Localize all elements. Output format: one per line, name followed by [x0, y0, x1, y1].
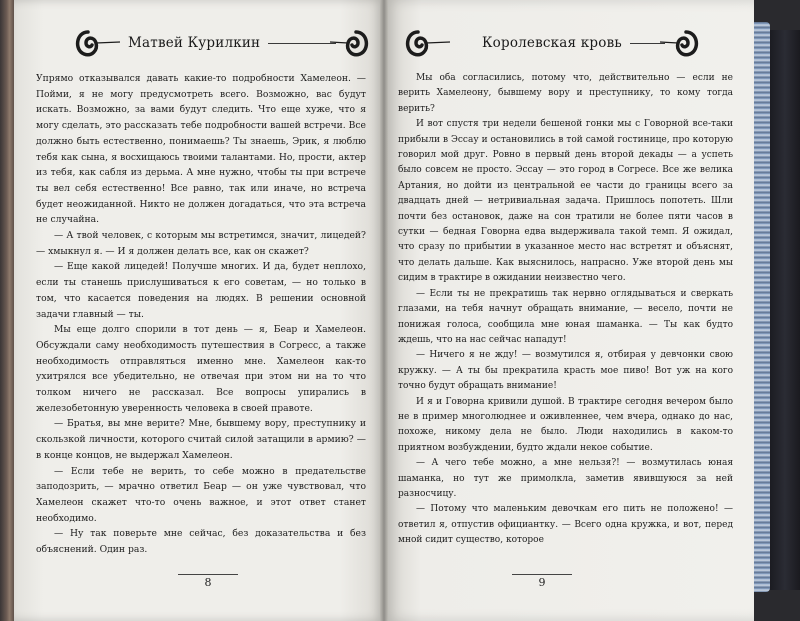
- left-head-ornament-right-icon: [330, 26, 374, 60]
- left-head-rule: [268, 43, 336, 44]
- right-folio-rule: [512, 574, 572, 575]
- paragraph: — Если ты не прекратишь так нервно оглядываться и сверкать глазами, на тебя начнут обращать внимание, — весело, почти не понижая голоса, сообщила мне юная шаманка. — Ты как будто ждешь, что на нас сейчас нападут!: [398, 288, 733, 345]
- paragraph: Мы оба согласились, потому что, действительно — если не верить Хамелеону, бывшему вору и преступнику, то кому тогда верить?: [398, 73, 733, 114]
- left-running-head-title: Матвей Курилкин: [128, 35, 261, 51]
- book-cover-right: [770, 30, 800, 590]
- paragraph: — Ничего я не жду! — возмутился я, отбирая у девчонки свою кружку. — А ты бы прекратила красть мое пиво! Вот уж на кого точно будут обращать внимание!: [398, 350, 733, 392]
- paragraph: — Потому что маленьким девочкам его пить не положено! — ответил я, отпустив официантку. — Всего одна кружка, и вот, перед мной сидит существо, которое: [398, 504, 733, 546]
- left-page-text: [36, 71, 366, 558]
- left-running-head: [70, 30, 370, 56]
- paragraph: Упрямо отказывался давать какие-то подробности Хамелеон. — Пойми, я не могу предусмотреть всего. Возможно, вас будут искать. Возможно, за вами будут следить. Что еще хуже, что я могу сделать, это рассказать тебе подробности вашей встречи. Все должно быть естественно, понимаешь? Ты знаешь, Эрик, я люблю тебя как сына, я восхищаюсь твоими талантами. Но, прости, актер из тебя, как сабля из дерьма. А мне нужно, чтобы ты при встрече ты вел себя естественно! Все равно, так или иначе, но встреча будет неожиданной. Никто не должен догадаться, что эта встреча не случайна.: [36, 73, 366, 226]
- right-page-number: 9: [538, 576, 546, 589]
- left-page-number: 8: [204, 576, 212, 589]
- paragraph: — Братья, вы мне верите? Мне, бывшему вору, преступнику и скользкой личности, которого считай силой затащили в армию? — в конце концов, не выдержал Хамелеон.: [36, 418, 366, 461]
- left-folio-rule: [178, 574, 238, 575]
- book-gutter: [380, 0, 388, 621]
- paragraph: — Если тебе не верить, то себе можно в предательстве заподозрить, — мрачно ответил Беар — он уже чувствовал, что Хамелеон скажет что-то очень важное, и этот ответ станет необходимо.: [36, 465, 366, 524]
- paragraph: — А чего тебе можно, а мне нельзя?! — возмутилась юная шаманка, но тут же примолкла, заметив явившуюся за ней разносчицу.: [398, 458, 733, 499]
- page-edges-right: [754, 22, 770, 592]
- paragraph: — Еще какой лицедей! Получше многих. И да, будет неплохо, если ты станешь прислушиваться к его советам, — но только в том, что касается поведения на людях. В решении основной задачи главный — ты.: [36, 261, 366, 320]
- right-running-head-title: Королевская кровь: [482, 35, 622, 51]
- paragraph: Мы еще долго спорили в тот день — я, Беар и Хамелеон. Обсуждали саму необходимость путешествия в Согресс, а также необходимость отправляться именно мне. Хамелеон как-то ухитрялся все убедительно, не отвечая при этом ни на то что толком ничего не рассказал. Все вопросы упирались в железобетонную уверенность человека в своей правоте.: [36, 324, 366, 414]
- paragraph: И вот спустя три недели бешеной гонки мы с Говорной все-таки прибыли в Эссау и остановились в той самой гостинице, про которую говорил мой друг. Ровно в первый день второй декады — а успеть было совсем не просто. Эссау — это город в Согресе. Все же велика Артания, но дойти из центральной ее части до границы всего за двадцать дней — нетривиальная задача. Пришлось попотеть. Шли почти без остановок, даже на сон тратили не более пяти часов в сутки — бедная Говорна едва выдерживала такой темп. Я ожидал, что сразу по прибытии в указанное место нас встретят и объяснят, что делать дальше. Как выяснилось, напрасно. Уже второй день мы сидим в трактире в ожидании неизвестно чего.: [398, 119, 733, 284]
- right-page-text: [398, 71, 733, 549]
- paragraph: И я и Говорна кривили душой. В трактире сегодня вечером было не в пример многолюднее и оживленнее, чем вчера, однако до нас, похоже, никому дела не было. Люди находились в каком-то приятном возбуждении, будто ждали некое событие.: [398, 396, 733, 453]
- paragraph: — А твой человек, с которым мы встретимся, значит, лицедей? — хмыкнул я. — И я должен делать все, как он скажет?: [36, 230, 366, 257]
- paragraph: — Ну так поверьте мне сейчас, без доказательства и без объяснений. Один раз.: [36, 528, 366, 556]
- right-head-ornament-right-icon: [660, 26, 704, 60]
